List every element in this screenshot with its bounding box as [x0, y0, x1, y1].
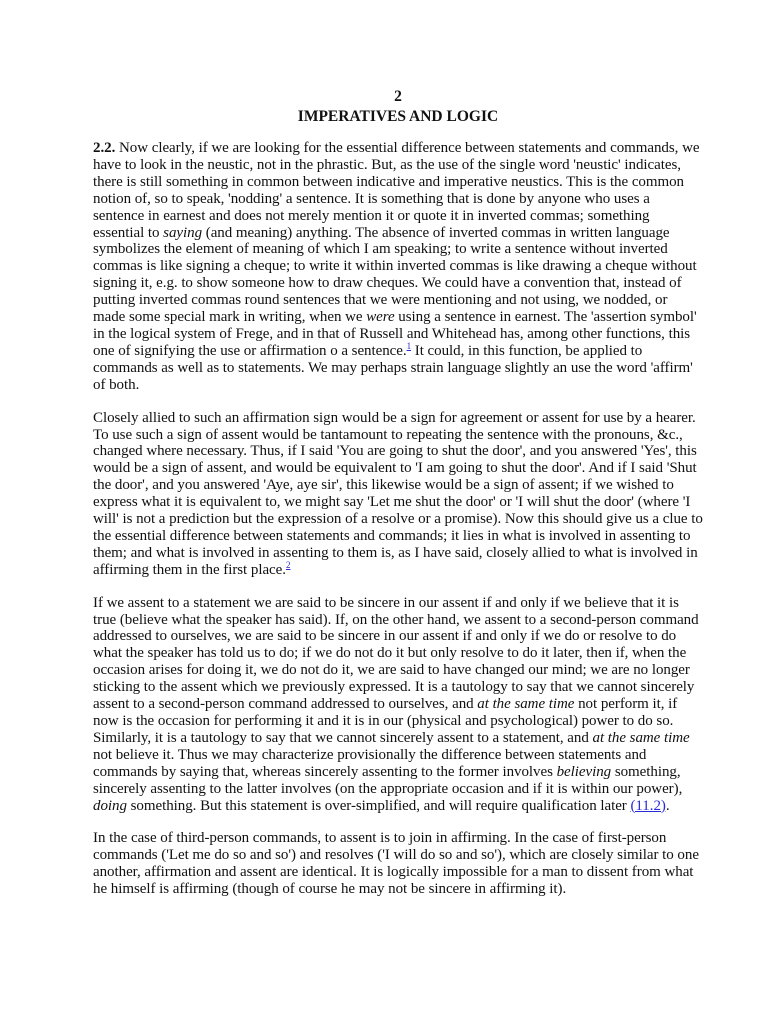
document-page	[93, 88, 703, 914]
footnote-link-1[interactable]: 1	[406, 340, 412, 351]
emphasis: believing	[556, 763, 612, 780]
emphasis: saying	[163, 224, 203, 241]
emphasis: at the same time	[477, 696, 575, 713]
paragraph-4: In the case of third-person commands, to assent is to join in affirming. In the case of first-person commands ('Let me do so and so') and resolves ('I will do so and so'), which are closely similar to one another, affirmation and assent are identical. It is logically impossible for a man to dissent from what he himself is affirming (though of course he may not be sincere in affirming it).	[93, 830, 699, 898]
cross-reference-link[interactable]: (11.2)	[630, 797, 666, 814]
footnote-link-2[interactable]: 2	[285, 559, 291, 570]
chapter-title: IMPERATIVES AND LOGIC	[297, 108, 499, 125]
section-number: 2.2.	[93, 140, 116, 156]
paragraph-1: 2.2. Now clearly, if we are looking for the essential difference between statements and commands, we have to look in the neustic, not in the phrastic. But, as the use of the single word 'neustic' indicates, there is still something in common between indicative and imperative neustics. This is the common notion of, so to speak, 'nodding' a sentence. It is something that is done by anyone who uses a sentence in earnest and does not merely mention it or quote it in inverted commas; something essential to saying (and meaning) anything. The absence of inverted commas in written language symbolizes the element of meaning of which I am speaking; to write a sentence without inverted commas is like signing a cheque; to write it within inverted commas is like drawing a cheque without signing it, e.g. to show someone how to draw cheques. We could have a convention that, instead of putting inverted commas round sentences that we were mentioning and not using, we nodded, or made some special mark in writing, when we were using a sentence in earnest. The 'assertion symbol' in the logical system of Frege, and in that of Russell and Whitehead has, among other functions, this one of signifying the use or affirmation o a sentence.$^1$ It could, in this function, be applied to commands as well as to statements. We may perhaps strain language slightly an use the word 'affirm' of both.	[93, 140, 700, 393]
paragraph-2: Closely allied to such an affirmation sign would be a sign for agreement or assent for use by a hearer. To use such a sign of assent would be tantamount to repeating the sentence with the pronouns, &c., changed where necessary. Thus, if I said 'You are going to shut the door', and you answered 'Yes', this would be a sign of assent, and would be equivalent to 'I am going to shut the door'. And if I said 'Shut the door', and you answered 'Aye, aye sir', this likewise would be a sign of assent; if we wished to express what it is equivalent to, we might say 'Let me shut the door' or 'I will shut the door' (where 'I will' is not a prediction but the expression of a resolve or a promise). Now this should give us a clue to the essential difference between statements and commands; it lies in what is involved in assenting to them; and what is involved in assenting to them is, as I have said, closely allied to what is involved in affirming them in the first place.$^2$	[93, 409, 703, 578]
paragraph-3: If we assent to a statement we are said to be sincere in our assent if and only if we believe that it is true (believe what the speaker has said). If, on the other hand, we assent to a second-person command addressed to ourselves, we are said to be sincere in our assent if and only if we do or resolve to do what the speaker has told us to do; if we do not do it but only resolve to do it later, then if, when the occasion arises for doing it, we do not do it, we are said to have changed our mind; we are no longer sticking to the assent which we previously expressed. It is a tautology to say that we cannot sincerely assent to a second-person command addressed to ourselves, and at the same time not perform it, if now is the occasion for performing it and it is in our (physical and psychological) power to do so. Similarly, it is a tautology to say that we cannot sincerely assent to a statement, and at the same time not believe it. Thus we may characterize provisionally the difference between statements and commands by saying that, whereas sincerely assenting to the former involves believing something, sincerely assenting to the latter involves (on the appropriate occasion and if it is within our power), doing something. But this statement is over-simplified, and will require qualification later (11.2).	[93, 594, 699, 814]
emphasis: were	[366, 309, 395, 326]
emphasis: doing	[93, 797, 127, 814]
chapter-number: 2	[394, 88, 402, 105]
emphasis: at the same time	[592, 729, 690, 746]
